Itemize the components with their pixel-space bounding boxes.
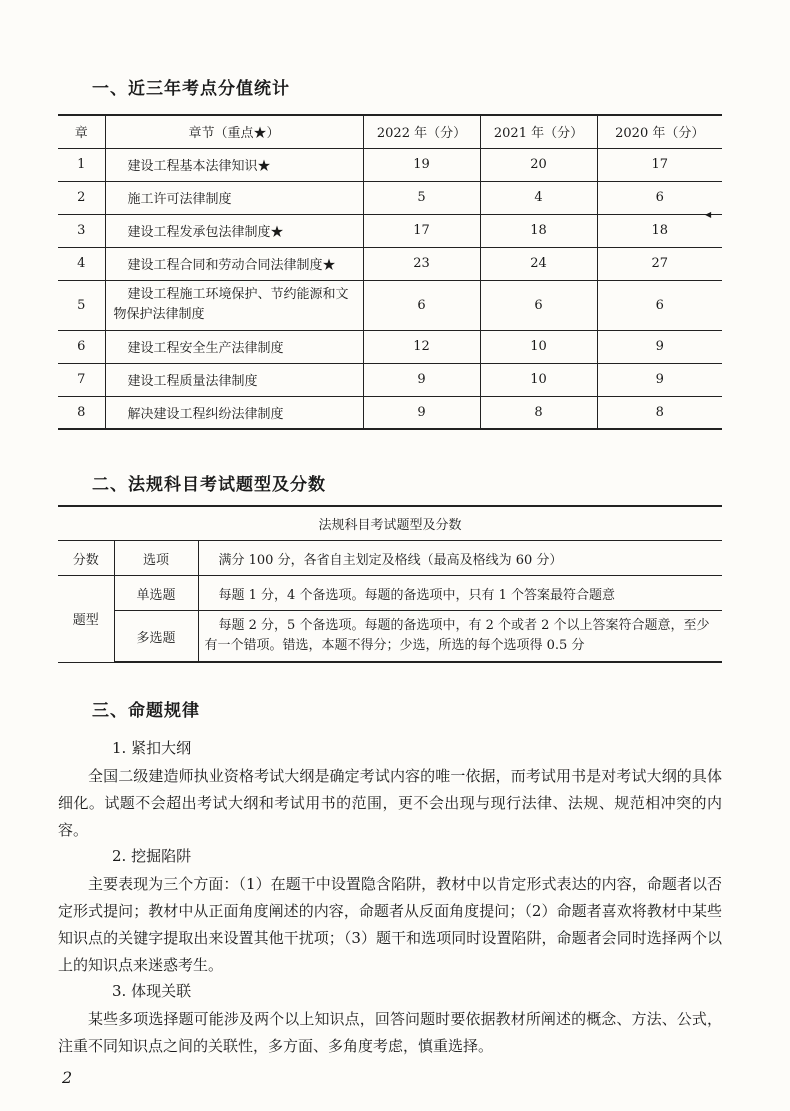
table-row	[58, 576, 722, 611]
header-2022: 2022 年（分）	[363, 115, 480, 148]
score-2020: 27	[597, 247, 722, 280]
section-3-title: 三、命题规律	[92, 701, 200, 721]
score-description: 满分 100 分，各省自主划定及格线（最高及格线为 60 分）	[198, 541, 722, 576]
table-row	[58, 611, 722, 663]
score-2022: 6	[363, 280, 480, 330]
score-label: 分数	[58, 541, 114, 576]
score-2020: 17	[597, 148, 722, 181]
section-2-title: 二、法规科目考试题型及分数	[92, 475, 326, 495]
rule-2-text: 主要表现为三个方面：（1）在题干中设置隐含陷阱，教材中以肯定形式表达的内容，命题者以否定形式提问；教材中从正面角度阐述的内容，命题者从反面角度提问；（2）命题者喜欢将教材中某些知识点的关键字提取出来设置其他干扰项；（3）题干和选项同时设置陷阱，命题者会同时选择两个以上的知识点来迷惑考生。	[58, 875, 722, 974]
table-row	[58, 148, 722, 181]
rule-1-title: 1. 紧扣大纲	[112, 739, 192, 757]
single-choice-label: 单选题	[114, 576, 198, 611]
score-2020: 18	[597, 214, 722, 247]
table-row	[58, 330, 722, 363]
chapter-name: 建设工程安全生产法律制度	[105, 330, 363, 363]
single-choice-description: 每题 1 分，4 个备选项。每题的备选项中，只有 1 个答案最符合题意	[198, 576, 722, 611]
header-chapter: 章	[58, 115, 105, 148]
score-2021: 20	[480, 148, 597, 181]
score-2021: 10	[480, 363, 597, 396]
score-2021: 18	[480, 214, 597, 247]
chapter-number: 2	[58, 181, 105, 214]
rule-3-title: 3. 体现关联	[112, 982, 192, 1000]
chapter-name: 建设工程质量法律制度	[105, 363, 363, 396]
chapter-name: 建设工程施工环境保护、节约能源和文物保护法律制度	[105, 280, 363, 330]
score-2021: 4	[480, 181, 597, 214]
chapter-number: 5	[58, 280, 105, 330]
score-2022: 12	[363, 330, 480, 363]
score-2021: 10	[480, 330, 597, 363]
option-label: 选项	[114, 541, 198, 576]
chapter-name: 建设工程基本法律知识★	[105, 148, 363, 181]
chapter-name: 建设工程合同和劳动合同法律制度★	[105, 247, 363, 280]
multi-choice-label: 多选题	[114, 611, 198, 663]
chapter-name: 建设工程发承包法律制度★	[105, 214, 363, 247]
score-2020: 6	[597, 280, 722, 330]
table-header-row	[58, 115, 722, 148]
score-2022: 17	[363, 214, 480, 247]
table-row	[58, 280, 722, 330]
table-row	[58, 396, 722, 429]
score-2022: 5	[363, 181, 480, 214]
score-2020: 9	[597, 330, 722, 363]
rule-3-text: 某些多项选择题可能涉及两个以上知识点，回答问题时要依据教材所阐述的概念、方法、公式，注重不同知识点之间的关联性，多方面、多角度考虑，慎重选择。	[58, 1010, 722, 1055]
question-type-label: 题型	[58, 576, 114, 663]
score-2020: 8	[597, 396, 722, 429]
table-row	[58, 181, 722, 214]
rule-2-title: 2. 挖掘陷阱	[112, 847, 192, 865]
score-2020: 6	[597, 181, 722, 214]
section-1-title: 一、近三年考点分值统计	[92, 79, 290, 99]
score-2020: 9	[597, 363, 722, 396]
multi-choice-description: 每题 2 分，5 个备选项。每题的备选项中，有 2 个或者 2 个以上答案符合题意，至少有一个错项。错选，本题不得分；少选，所选的每个选项得 0.5 分	[198, 611, 722, 663]
score-2021: 8	[480, 396, 597, 429]
header-2021: 2021 年（分）	[480, 115, 597, 148]
header-section: 章节（重点★）	[105, 115, 363, 148]
score-statistics-table	[58, 114, 722, 430]
rule-1-text: 全国二级建造师执业资格考试大纲是确定考试内容的唯一依据，而考试用书是对考试大纲的具体细化。试题不会超出考试大纲和考试用书的范围，更不会出现与现行法律、法规、规范相冲突的内容。	[58, 767, 722, 839]
score-2021: 6	[480, 280, 597, 330]
chapter-number: 7	[58, 363, 105, 396]
score-2022: 9	[363, 363, 480, 396]
score-2022: 19	[363, 148, 480, 181]
score-2022: 9	[363, 396, 480, 429]
chapter-number: 1	[58, 148, 105, 181]
chapter-number: 8	[58, 396, 105, 429]
header-2020: 2020 年（分）	[597, 115, 722, 148]
page-number: 2	[62, 1068, 73, 1087]
score-2022: 23	[363, 247, 480, 280]
chapter-number: 4	[58, 247, 105, 280]
margin-mark: ◀	[705, 210, 712, 219]
table-row	[58, 363, 722, 396]
table-row	[58, 541, 722, 576]
chapter-name: 解决建设工程纠纷法律制度	[105, 396, 363, 429]
table-caption-row	[58, 506, 722, 541]
chapter-number: 3	[58, 214, 105, 247]
chapter-number: 6	[58, 330, 105, 363]
exam-format-table	[58, 505, 722, 663]
table-row	[58, 214, 722, 247]
table-row	[58, 247, 722, 280]
score-2021: 24	[480, 247, 597, 280]
chapter-name: 施工许可法律制度	[105, 181, 363, 214]
table-caption: 法规科目考试题型及分数	[58, 506, 722, 541]
